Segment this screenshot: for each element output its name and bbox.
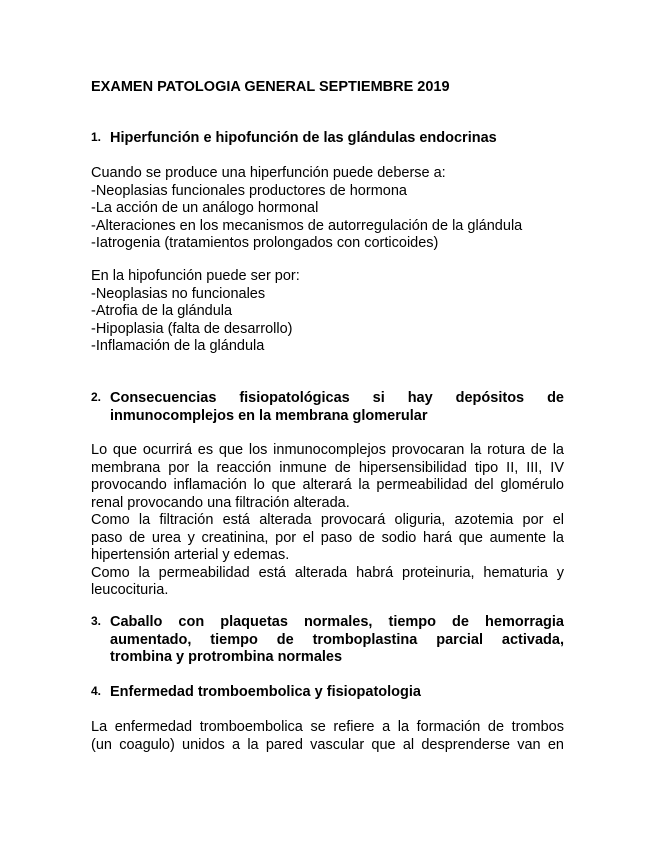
question-2-heading-line: inmunocomplejos en la membrana glomerular [110, 407, 428, 424]
list-item: -Inflamación de la glándula [91, 338, 265, 354]
question-2-heading-line: Consecuencias fisiopatológicas si hay depósitos de [110, 390, 564, 406]
hypofunction-intro: En la hipofunción puede ser por: [91, 268, 300, 284]
question-1-text: Hiperfunción e hipofunción de las glándulas endocrinas [110, 130, 497, 146]
question-4-text: Enfermedad tromboembolica y fisiopatologia [110, 684, 421, 700]
answer-line: La enfermedad tromboembolica se refiere a la formación de trombos [91, 719, 564, 735]
list-item: -Hipoplasia (falta de desarrollo) [91, 320, 293, 337]
answer-line: Lo que ocurrirá es que los inmunocomplejos provocaran la rotura de la [91, 442, 564, 458]
list-item: -Neoplasias funcionales productores de hormona [91, 182, 407, 199]
question-4-number: 4. [91, 684, 102, 698]
list-item: -Neoplasias no funcionales [91, 285, 266, 302]
answer-line: renal provocando una filtración alterada. [91, 494, 350, 511]
question-3-heading-line: trombina y protrombina normales [110, 649, 343, 665]
question-2-number: 2. [91, 390, 102, 404]
question-4-answer [91, 719, 564, 754]
question-3-heading [91, 614, 564, 667]
question-1-hypofunction-answer [91, 268, 564, 356]
answer-line: hipertensión arterial y edemas. [91, 547, 290, 563]
question-1-hyperfunction-answer [91, 165, 564, 253]
question-3-number: 3. [91, 614, 102, 628]
list-item: -Iatrogenia (tratamientos prolongados con corticoides) [91, 235, 439, 251]
hyperfunction-intro: Cuando se produce una hiperfunción puede deberse a: [91, 165, 446, 181]
exam-title: EXAMEN PATOLOGIA GENERAL SEPTIEMBRE 2019 [91, 79, 450, 95]
question-1-heading [91, 130, 564, 148]
answer-line: membrana por la reacción inmune de hipersensibilidad tipo II, III, IV [91, 459, 564, 476]
question-4-heading [91, 684, 564, 702]
list-item: -Alteraciones en los mecanismos de autorregulación de la glándula [91, 217, 523, 234]
question-1-number: 1. [91, 130, 102, 144]
list-item: -La acción de un análogo hormonal [91, 200, 319, 216]
question-2-heading [91, 390, 564, 425]
answer-line: provocando inflamación lo que alterará la permeabilidad del glomérulo [91, 477, 564, 493]
answer-line: (un coagulo) unidos a la pared vascular que al desprenderse van en [91, 736, 564, 753]
answer-line: leucocituria. [91, 582, 169, 598]
answer-line: paso de urea y creatinina, por el paso de sodio hará que aumente la [91, 529, 564, 546]
list-item: -Atrofia de la glándula [91, 303, 233, 319]
answer-line: Como la permeabilidad está alterada habrá proteinuria, hematuria y [91, 564, 564, 581]
question-2-answer [91, 442, 564, 600]
question-3-heading-line: Caballo con plaquetas normales, tiempo de hemorragia [110, 614, 564, 630]
answer-line: Como la filtración está alterada provocará oliguria, azotemia por el [91, 512, 564, 528]
question-3-heading-line: aumentado, tiempo de tromboplastina parcial activada, [110, 631, 564, 648]
